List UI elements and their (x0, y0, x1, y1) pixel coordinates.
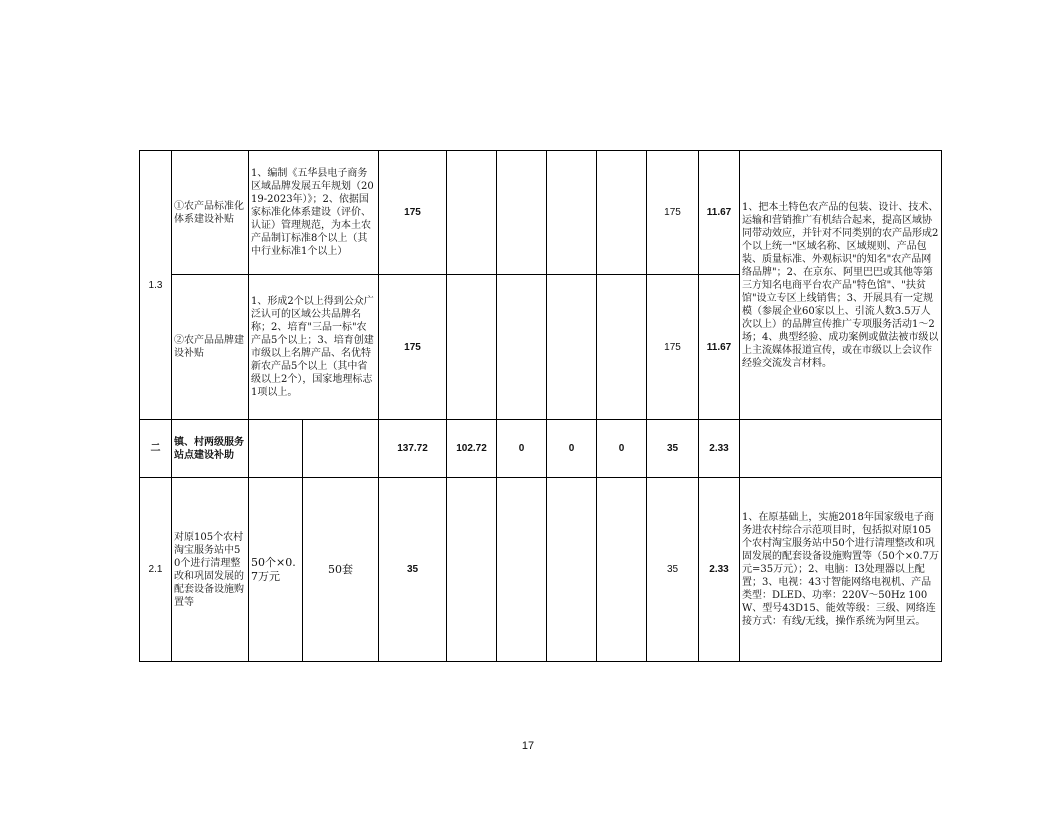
col5-value (597, 478, 647, 662)
item-number: 1.3 (140, 151, 172, 420)
col3-value: 0 (497, 420, 547, 478)
col3-value (497, 151, 547, 275)
item-scale: 50套 (303, 478, 379, 662)
col4-value: 0 (547, 420, 597, 478)
col2-value: 102.72 (447, 420, 497, 478)
total-value: 175 (379, 151, 447, 275)
amount-value: 35 (647, 420, 699, 478)
amount-value: 35 (647, 478, 699, 662)
page-number: 17 (521, 740, 535, 752)
col4-value (547, 275, 597, 420)
col5-value: 0 (597, 420, 647, 478)
col5-value (597, 151, 647, 275)
col2-value (447, 275, 497, 420)
col5-value (597, 275, 647, 420)
item-content: 1、形成2个以上得到公众广泛认可的区域公共品牌名称；2、培育"三品一标"农产品5个以上；3、培育创建市级以上名牌产品、名优特新农产品5个以上（其中省级以上2个），国家地理标志1项以上。 (249, 275, 379, 420)
remark-text: 1、在原基础上，实施2018年国家级电子商务进农村综合示范项目时，包括拟对原105个农村淘宝服务站中50个进行清理整改和巩固发展的配套设备设施购置等（50个×0.7万元=35万元）；2、电脑：I3处理器以上配置；3、电视：43寸智能网络电视机、产品类型：DLED、功率：220V～50Hz 100W、型号43D15、能效等级：三级、网络连接方式：有线/无线，操作系统为阿里云。 (740, 478, 942, 662)
col3-value (497, 478, 547, 662)
col4-value (547, 478, 597, 662)
total-value: 137.72 (379, 420, 447, 478)
table-row (140, 151, 942, 275)
budget-table (139, 150, 942, 662)
section-number: 二 (140, 420, 172, 478)
ratio-value: 2.33 (699, 420, 740, 478)
item-name: ①农产品标准化体系建设补贴 (172, 151, 249, 275)
item-name: 对原105个农村淘宝服务站中50个进行清理整改和巩固发展的配套设备设施购置等 (172, 478, 249, 662)
item-name: ②农产品品牌建设补贴 (172, 275, 249, 420)
item-content: 1、编制《五华县电子商务区域品牌发展五年规划（2019-2023年）》；2、依据国家标准化体系建设（评价、认证）管理规范，为本土农产品制订标准8个以上（其中行业标准1个以上） (249, 151, 379, 275)
col2-value (447, 151, 497, 275)
section-content (249, 420, 303, 478)
section-scale (303, 420, 379, 478)
table-row (140, 478, 942, 662)
col2-value (447, 478, 497, 662)
total-value: 35 (379, 478, 447, 662)
col3-value (497, 275, 547, 420)
item-content: 50个×0.7万元 (249, 478, 303, 662)
total-value: 175 (379, 275, 447, 420)
section-title: 镇、村两级服务站点建设补助 (172, 420, 249, 478)
remark-text: 1、把本土特色农产品的包装、设计、技术、运输和营销推广有机结合起来，提高区域协同带动效应，并针对不同类别的农产品形成2个以上统一"区域名称、区域规则、产品包装、质量标准、外观标识"的知名"农产品网络品牌"；2、在京东、阿里巴巴或其他等第三方知名电商平台农产品"特色馆"、"扶贫馆"设立专区上线销售；3、开展具有一定规模（参展企业60家以上、引流人数3.5万人次以上）的品牌宣传推广专项服务活动1～2场；4、典型经验、成功案例或做法被市级以上主流媒体报道宣传，或在市级以上会议作经验交流发言材料。 (740, 151, 942, 420)
ratio-value: 11.67 (699, 151, 740, 275)
section-row (140, 420, 942, 478)
remark-text (740, 420, 942, 478)
col4-value (547, 151, 597, 275)
item-number: 2.1 (140, 478, 172, 662)
amount-value: 175 (647, 275, 699, 420)
ratio-value: 2.33 (699, 478, 740, 662)
amount-value: 175 (647, 151, 699, 275)
ratio-value: 11.67 (699, 275, 740, 420)
